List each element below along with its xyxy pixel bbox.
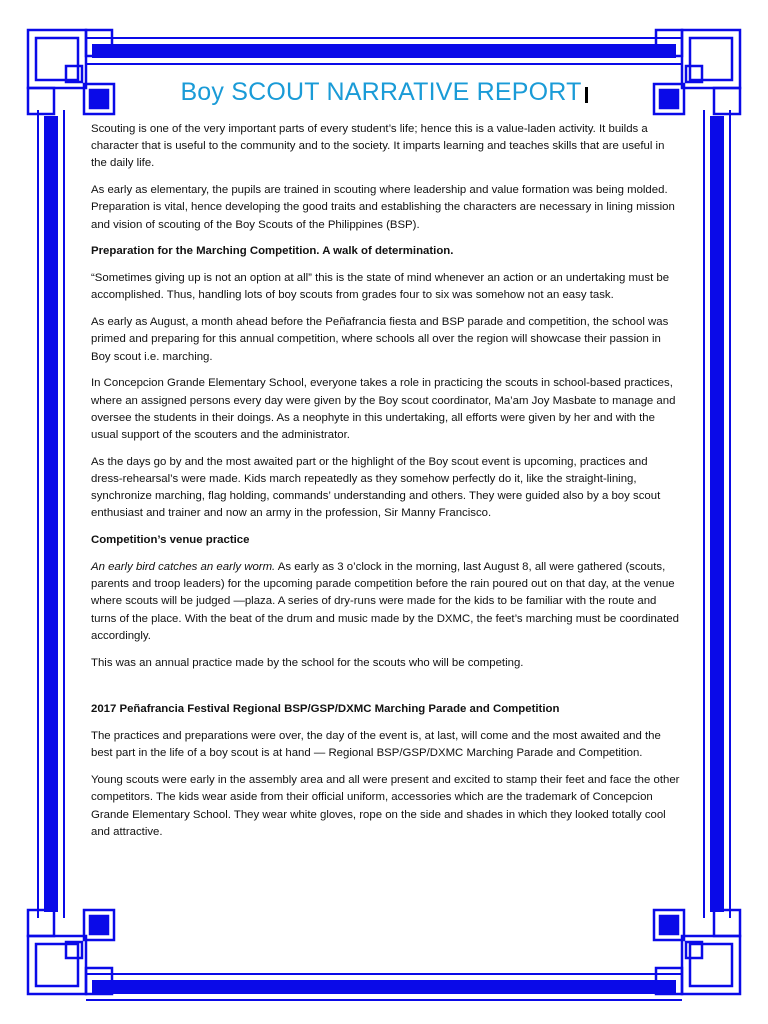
paragraph: As early as elementary, the pupils are trained in scouting where leadership and value formation was being molded. Preparation is vital, hence developing the good traits and establishing the characters are necessary in lining mission and vision of scouting of the Boy Scouts of the Philippines (BSP).: [91, 184, 675, 231]
paragraph: As early as August, a month ahead before the Peñafrancia fiesta and BSP parade and competition, the school was primed and preparing for this annual competition, where schools all over the region will showcase their passion in Boy scout i.e. marching.: [91, 316, 669, 363]
section-heading: Preparation for the Marching Competition. A walk of determination.: [91, 245, 454, 258]
report-title: Boy SCOUT NARRATIVE REPORT: [0, 78, 768, 107]
paragraph: This was an annual practice made by the school for the scouts who will be competing.: [91, 656, 524, 669]
paragraph: An early bird catches an early worm. As early as 3 o’clock in the morning, last August 8, all were gathered (scouts, parents and troop leaders) for the upcoming parade competition before the rain poured out on that day, at the venue where scouts will be judged —plaza. A series of dry-runs were made for the kids to be familiar with the route and turns of the place. With the beat of the drum and music made by the DXMC, the feet’s marching must be coordinated accordingly.: [91, 561, 679, 642]
paragraph: The practices and preparations were over, the day of the event is, at last, will come and the most awaited and the best part in the life of a boy scout is at hand — Regional BSP/GSP/DXMC Marching Parade and Competition.: [91, 730, 661, 760]
paragraph: Scouting is one of the very important parts of every student’s life; hence this is a value-laden activity. It builds a character that is useful to the community and to the society. It imparts learning and teaches skills that are useful in the daily life.: [91, 123, 665, 170]
report-body: [91, 121, 681, 851]
italic-proverb: An early bird catches an early worm.: [91, 561, 276, 574]
paragraph: “Sometimes giving up is not an option at all” this is the state of mind whenever an action or an undertaking must be accomplished. Thus, handling lots of boy scouts from grades four to six was somehow not an easy task.: [91, 272, 670, 302]
paragraph: As the days go by and the most awaited part or the highlight of the Boy scout event is upcoming, practices and dress-rehearsal’s were made. Kids march repeatedly as they somehow perfectly do it, like the straight-lining, synchronize marching, flag holding, commands’ understanding and others. They were guided also by a boy scout enthusiast and trainer and now an army in the profession, Sir Manny Francisco.: [91, 455, 661, 520]
paragraph: Young scouts were early in the assembly area and all were present and excited to stamp their feet and face the other competitors. The kids wear aside from their official uniform, accessories which are the trademark of Concepcion Grande Elementary School. They wear white gloves, rope on the side and shades in which they looked totally cool and attractive.: [91, 774, 680, 838]
text-cursor: [585, 87, 588, 103]
paragraph: In Concepcion Grande Elementary School, everyone takes a role in practicing the scouts in school-based practices, where an assigned persons every day were given by the Boy scout coordinator, Ma’am Joy Masbate to manage and oversee the students in their doings. As a neophyte in this undertaking, all efforts were given by her and with the usual support of the scouters and the administrator.: [91, 377, 676, 442]
section-heading: 2017 Peñafrancia Festival Regional BSP/GSP/DXMC Marching Parade and Competition: [91, 703, 560, 716]
section-heading: Competition’s venue practice: [91, 534, 250, 547]
